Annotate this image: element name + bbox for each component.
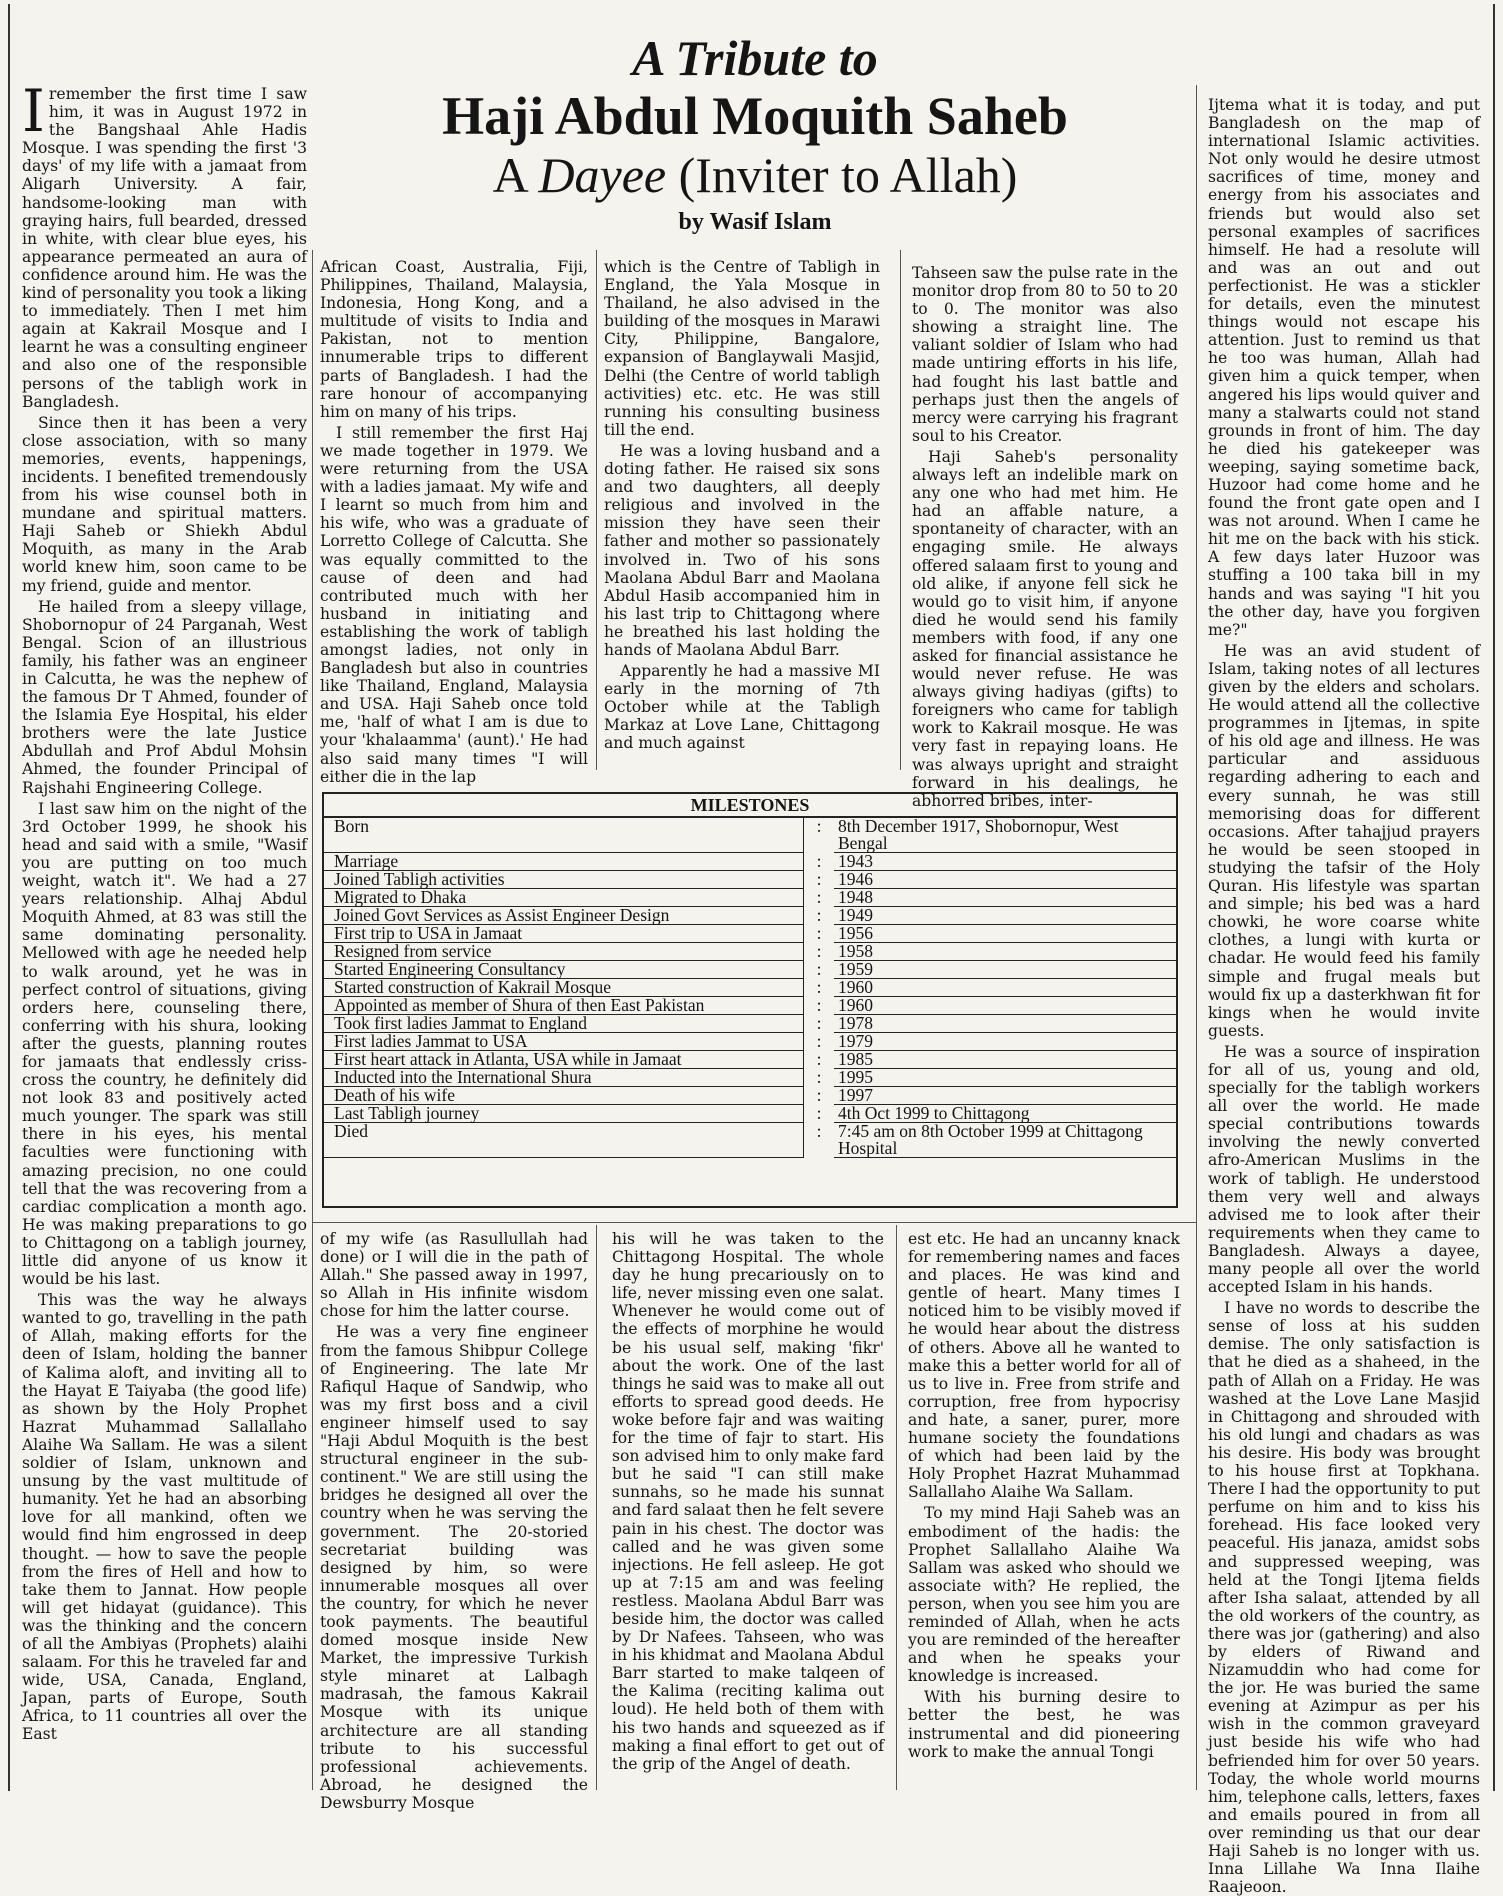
milestone-event: Took first ladies Jammat to England: [324, 1015, 804, 1033]
headline-block: [320, 30, 1190, 240]
milestone-date: 8th December 1917, Shobornopur, West Bengal: [834, 818, 1176, 853]
milestone-separator: :: [816, 1013, 822, 1033]
milestone-date: 1960: [834, 979, 1176, 997]
milestone-date: 1978: [834, 1015, 1176, 1033]
column-rule: [896, 1225, 897, 1790]
paragraph: Tahseen saw the pulse rate in the monitor drop from 80 to 50 to 20 to 0. The monitor was also showing a straight line. The valiant soldier of Islam who had made untiring efforts in his life, had fought his last battle and perhaps just then the angels of mercy were carrying his fragrant soul to his Creator.: [912, 264, 1179, 445]
milestone-separator: :: [816, 941, 822, 961]
milestone-event: First trip to USA in Jamaat: [324, 925, 804, 943]
milestones-table: [322, 792, 1178, 1208]
column-rule: [900, 250, 901, 770]
milestone-separator: :: [816, 816, 822, 836]
milestone-event: Died: [324, 1123, 804, 1158]
column-1: [22, 77, 307, 1785]
milestone-separator: :: [816, 905, 822, 925]
milestone-separator: :: [816, 995, 822, 1015]
milestone-date: 1948: [834, 889, 1176, 907]
milestone-date: 1995: [834, 1069, 1176, 1087]
milestone-separator: :: [816, 1067, 822, 1087]
milestone-event: First heart attack in Atlanta, USA while in Jamaat: [324, 1051, 804, 1069]
milestone-separator: :: [816, 869, 822, 889]
milestone-date: 7:45 am on 8th October 1999 at Chittagong Hospital: [834, 1123, 1176, 1158]
milestone-event: Inducted into the International Shura: [324, 1069, 804, 1087]
milestones-rows: [324, 818, 1176, 1158]
column-4-top: [912, 264, 1179, 810]
paragraph: Iremember the first time I saw him, it was in August 1972 in the Bangshaal Ahle Hadis Mosque. I was spending the first '3 days' of my life with a jamaat from Aligarh University. A fair, handsome-looking man with graying hairs, full bearded, dressed in white, with clear blue eyes, his appearance permeated an aura of confidence around him. He was the kind of personality you took a liking to immediately. Then I met him again at Kakrail Mosque and I learnt he was a consulting engineer and also one of the responsible persons of the tabligh work in Bangladesh.: [22, 77, 307, 411]
milestone-separator: :: [816, 1103, 822, 1123]
paragraph: Since then it has been a very close association, with so many memories, events, happenings, incidents. I benefited tremendously from his wise counsel both in mundane and spiritual matters. Haji Saheb or Shiekh Abdul Moquith, as many in the Arab world knew him, soon came to be my friend, guide and mentor.: [22, 413, 307, 595]
milestone-separator: :: [816, 851, 822, 871]
column-3-bottom: [612, 1230, 884, 1785]
milestone-date: 1943: [834, 853, 1176, 871]
paragraph: which is the Centre of Tabligh in England, the Yala Mosque in Thailand, he also advised in the building of the mosques in Marawi City, Philippine, Bangalore, expansion of Banglaywali Masjid, Delhi (the Centre of world tabligh activities) etc. etc. He was still running his consulting business till the end.: [604, 258, 880, 439]
milestone-event: First ladies Jammat to USA: [324, 1033, 804, 1051]
paragraph: African Coast, Australia, Fiji, Philippines, Thailand, Malaysia, Indonesia, Hong Kong, and a multitude of visits to India and Pakistan, not to mention innumerable trips to different parts of Bangladesh. I had the rare honour of accompanying him on many of his trips.: [320, 258, 588, 421]
paragraph: He was a loving husband and a doting father. He raised six sons and two daughters, all deeply religious and involved in the mission they have seen their father and mother so passionately involved in. Two of his sons Maolana Abdul Barr and Maolana Abdul Hasib accompanied him in his last trip to Chittagong where he breathed his last holding the hands of Maolana Abdul Barr.: [604, 441, 880, 659]
milestone-separator: :: [816, 1085, 822, 1105]
milestone-event: Death of his wife: [324, 1087, 804, 1105]
milestone-date: 4th Oct 1999 to Chittagong: [834, 1105, 1176, 1123]
milestone-separator: :: [816, 959, 822, 979]
milestone-separator: :: [816, 977, 822, 997]
paragraph: est etc. He had an uncanny knack for remembering names and faces and places. He was kind and gentle of heart. Many times I noticed him to be visibly moved if he would hear about the distress of others. Above all he wanted to make this a better world for all of us to live in. Free from strife and corruption, free from hypocrisy and hate, a saner, purer, more humane society the foundations of which had been laid by the Holy Prophet Hazrat Muhammad Sallallaho Alaihe Wa Sallam.: [908, 1230, 1180, 1502]
milestone-date: 1956: [834, 925, 1176, 943]
milestone-event: Last Tabligh journey: [324, 1105, 804, 1123]
column-5: [1208, 96, 1480, 1896]
column-rule: [1196, 85, 1197, 1790]
paragraph: Haji Saheb's personality always left an indelible mark on any one who had met him. He had an affable nature, a spontaneity of character, with an engaging smile. He always offered salaam first to young and old alike, if anyone fell sick he would go to visit him, if anyone died he would send his family members with food, if any one asked for financial assistance he would never refuse. He was always giving hadiyas (gifts) to foreigners who came for tabligh work to Kakrail mosque. He was very fast in repaying loans. He was always upright and straight forward in his dealings, he abhorred bribes, inter-: [912, 447, 1178, 810]
milestone-event: Migrated to Dhaka: [324, 889, 804, 907]
paragraph: He hailed from a sleepy village, Shobornopur of 24 Parganah, West Bengal. Scion of an illustrious family, his father was an engineer in Calcutta, he was the nephew of the famous Dr T Ahmed, founder of the Islamia Eye Hospital, his elder brothers were the late Justice Abdullah and Prof Abdul Mohsin Ahmed, the founder Principal of Rajshahi Engineering College.: [22, 597, 307, 797]
milestone-row: [324, 1123, 1176, 1158]
milestone-date: 1958: [834, 943, 1176, 961]
milestone-date: 1959: [834, 961, 1176, 979]
milestone-event: Born: [324, 818, 804, 853]
milestone-separator: :: [816, 1121, 822, 1141]
milestone-event: Resigned from service: [324, 943, 804, 961]
column-rule: [596, 250, 597, 770]
milestone-event: Started construction of Kakrail Mosque: [324, 979, 804, 997]
paragraph: I have no words to describe the sense of loss at his sudden demise. The only satisfaction is that he died as a shaheed, in the path of Allah on a Friday. He was washed at the Love Lane Masjid in Chittagong and shrouded with his old lungi and chadars as was his desire. His body was brought to his house first at Topkhana. There I had the opportunity to put perfume on him and to kiss his forehead. His face looked very peaceful. His janaza, amidst sobs and suppressed weeping, was held at the Tongi Ijtema fields after Isha salaat, attended by all the old workers of the country, as there was jor (gathering) and also by elders of Riwand and Nizamuddin who had come for the jor. He was buried the same evening at Azimpur as per his wish in the common graveyard just beside his wife who had befriended him for over 50 years. Today, the whole world mourns him, telephone calls, letters, faxes and emails poured in from all over reminding us that our dear Haji Saheb is no longer with us. Inna Lillahe Wa Inna Ilaihe Raajeoon.: [1208, 1299, 1480, 1896]
column-3-top: [604, 258, 880, 768]
milestone-event: Marriage: [324, 853, 804, 871]
milestone-date: 1985: [834, 1051, 1176, 1069]
paragraph: He was an avid student of Islam, taking notes of all lectures given by the elders and scholars. He would attend all the collective programmes in Ijtemas, in spite of his old age and illness. He was particular and assiduous regarding adhering to each and every sunnah, he was still memorising doas for different occasions. After tahajjud prayers he would be seen stooped in studying the tafsir of the Holy Quran. His lifestyle was spartan and simple; his bed was a hard chowki, he wore coarse white clothes, a lungi with kurta or chadar. He would feed his family simple and frugal meals but would fix up a dasterkhwan fit for kings when he would invite guests.: [1208, 641, 1480, 1040]
milestone-date: 1949: [834, 907, 1176, 925]
paragraph: He was a very fine engineer from the famous Shibpur College of Engineering. The late Mr Rafiqul Haque of Sandwip, who was my first boss and a civil engineer himself used to say "Haji Abdul Moquith is the best structural engineer in the sub-continent." We are still using the bridges he designed all over the country when he was serving the government. The 20-storied secretariat building was designed by him, so were innumerable mosques all over the country, for which he never took payments. The beautiful domed mosque inside New Market, the impressive Turkish style minaret at Lalbagh madrasah, the famous Kakrail Mosque with its unique architecture are all standing tribute to his successful professional achievements. Abroad, he designed the Dewsburry Mosque: [320, 1323, 588, 1812]
column-4-bottom: [908, 1230, 1180, 1785]
section-rule: [312, 1222, 1196, 1223]
paragraph: With his burning desire to better the best, he was instrumental and did pioneering work to make the annual Tongi: [908, 1688, 1180, 1761]
milestone-event: Joined Tabligh activities: [324, 871, 804, 889]
paragraph: To my mind Haji Saheb was an embodiment of the hadis: the Prophet Sallallaho Alaihe Wa Sallam was asked who should we associate with? He replied, the person, when you see him you are reminded of Allah, when he acts you are reminded of the hereafter and when he speaks your knowledge is increased.: [908, 1504, 1180, 1686]
milestone-separator: :: [816, 887, 822, 907]
milestone-event: Appointed as member of Shura of then East Pakistan: [324, 997, 804, 1015]
paragraph: This was the way he always wanted to go, travelling in the path of Allah, making efforts for the deen of Islam, holding the banner of Kalima aloft, and inviting all to the Hayat E Taiyaba (the good life) as shown by the Holy Prophet Hazrat Muhammad Sallallaho Alaihe Wa Sallam. He was a silent soldier of Islam, unknown and unsung by the vast multitude of humanity. Yet he had an absorbing love for all mankind, often we would find him engrossed in deep thought. — how to save the people from the fires of Hell and how to take them to Jannat. How people will get hidayat (guidance). This was the thinking and the concern of all the Ambiyas (Prophets) alaihi salaam. For this he traveled far and wide, USA, Canada, England, Japan, parts of Europe, South Africa, to 11 countries all over the East: [22, 1291, 307, 1744]
milestone-date: 1946: [834, 871, 1176, 889]
milestone-date: 1960: [834, 997, 1176, 1015]
byline: by Wasif Islam: [678, 209, 832, 235]
paragraph: I last saw him on the night of the 3rd October 1999, he shook his head and said with a smile, "Wasif you are putting on too much weight, watch it". We had a 27 years relationship. Alhaj Abdul Moquith Ahmed, at 83 was still the same dominating personality. Mellowed with age he needed help to walk around, yet he was in perfect control of situations, giving orders here, counseling there, conferring with his shura, looking after the guests, planning routes for jamaats that endlessly criss-cross the country, he definitely did not look 83 and positively acted much younger. The spark was still there in his eyes, his mental faculties were functioning with amazing precision, no one could tell that the was recovering from a cardiac complication a month ago. He was making preparations to go to Chittagong on a tabligh journey, little did anyone of us know it would be his last.: [22, 799, 307, 1289]
paragraph: He was a source of inspiration for all of us, young and old, specially for the tabligh workers all over the world. He made special contributions towards involving the newly converted afro-American Muslims in the work of tabligh. He understood them very well and always advised me to look after their requirements when they came to Bangladesh. Always a dayee, many people all over the world accepted Islam in his hands.: [1208, 1042, 1480, 1297]
headline-line1: A Tribute to: [632, 30, 878, 86]
headline-line3: A Dayee (Inviter to Allah): [492, 147, 1018, 203]
milestone-separator: :: [816, 923, 822, 943]
milestone-event: Joined Govt Services as Assist Engineer Design: [324, 907, 804, 925]
column-rule: [596, 1225, 597, 1790]
milestone-separator: :: [816, 1049, 822, 1069]
column-2-bottom: [320, 1230, 588, 1812]
drop-cap: I: [22, 77, 45, 145]
paragraph: his will he was taken to the Chittagong Hospital. The whole day he hung precariously on to life, never missing even one salat. Whenever he would come out of the effects of morphine he would be his usual self, making 'fikr' about the work. One of the last things he said was to make all out efforts to spread good deeds. He woke before fajr and was waiting for the time of fajr to start. His son advised him to only make fard but he said "I can still make sunnahs, so he made his sunnat and fard salaat then he felt severe pain in his chest. The doctor was called and he was given some injections. He fell asleep. He got up at 7:15 am and was feeling restless. Maolana Abdul Barr was beside him, the doctor was called by Dr Nafees. Tahseen, who was in his khidmat and Maolana Abdul Barr started to make talqeen of the Kalima (reciting kalima out loud). He held both of them with his two hands and squeezed as if making a final effort to get out of the grip of the Angel of death.: [612, 1230, 884, 1773]
headline-line2: Haji Abdul Moquith Saheb: [442, 86, 1068, 146]
paragraph: Ijtema what it is today, and put Bangladesh on the map of international Islamic activities. Not only would he desire utmost sacrifices of time, money and energy from his associates and friends but would also set personal examples of sacrifices himself. He had a resolute will and was an out and out perfectionist. He was a stickler for details, even the minutest things would not escape his attention. Just to remind us that he too was human, Allah had given him a quick temper, when angered his lips would quiver and many a stalwarts could not stand grounds in front of him. The day he died his gatekeeper was weeping, saying sometime back, Huzoor had come home and he found the front gate open and I was not around. When I came he hit me on the back with his stick. A few days later Huzoor was stuffing a 100 taka bill in my hands and was saying "I hit you the other day, have you forgiven me?": [1208, 96, 1480, 639]
milestone-date: 1979: [834, 1033, 1176, 1051]
column-2-top: [320, 258, 588, 786]
milestone-event: Started Engineering Consultancy: [324, 961, 804, 979]
milestone-date: 1997: [834, 1087, 1176, 1105]
milestones-title: MILESTONES: [324, 794, 1176, 818]
paragraph: I still remember the first Haj we made together in 1979. We were returning from the USA with a ladies jamaat. My wife and I learnt so much from him and his wife, who was a graduate of Lorretto College of Calcutta. She was equally committed to the cause of deen and had contributed much with her husband in initiating and establishing the work of tabligh amongst ladies, not only in Bangladesh but also in countries like Thailand, England, Malaysia and USA. Haji Saheb once told me, 'half of what I am is due to your 'khalaamma' (aunt).' He had also said many times "I will either die in the lap: [320, 423, 588, 786]
milestone-separator: :: [816, 1031, 822, 1051]
milestone-row: [324, 818, 1176, 853]
column-rule: [312, 250, 313, 1790]
paragraph: Apparently he had a massive MI early in the morning of 7th October while at the Tabligh Markaz at Love Lane, Chittagong and much against: [604, 662, 880, 753]
paragraph: of my wife (as Rasullullah had done) or I will die in the path of Allah." She passed away in 1997, so Allah in His infinite wisdom chose for him the latter course.: [320, 1230, 588, 1321]
